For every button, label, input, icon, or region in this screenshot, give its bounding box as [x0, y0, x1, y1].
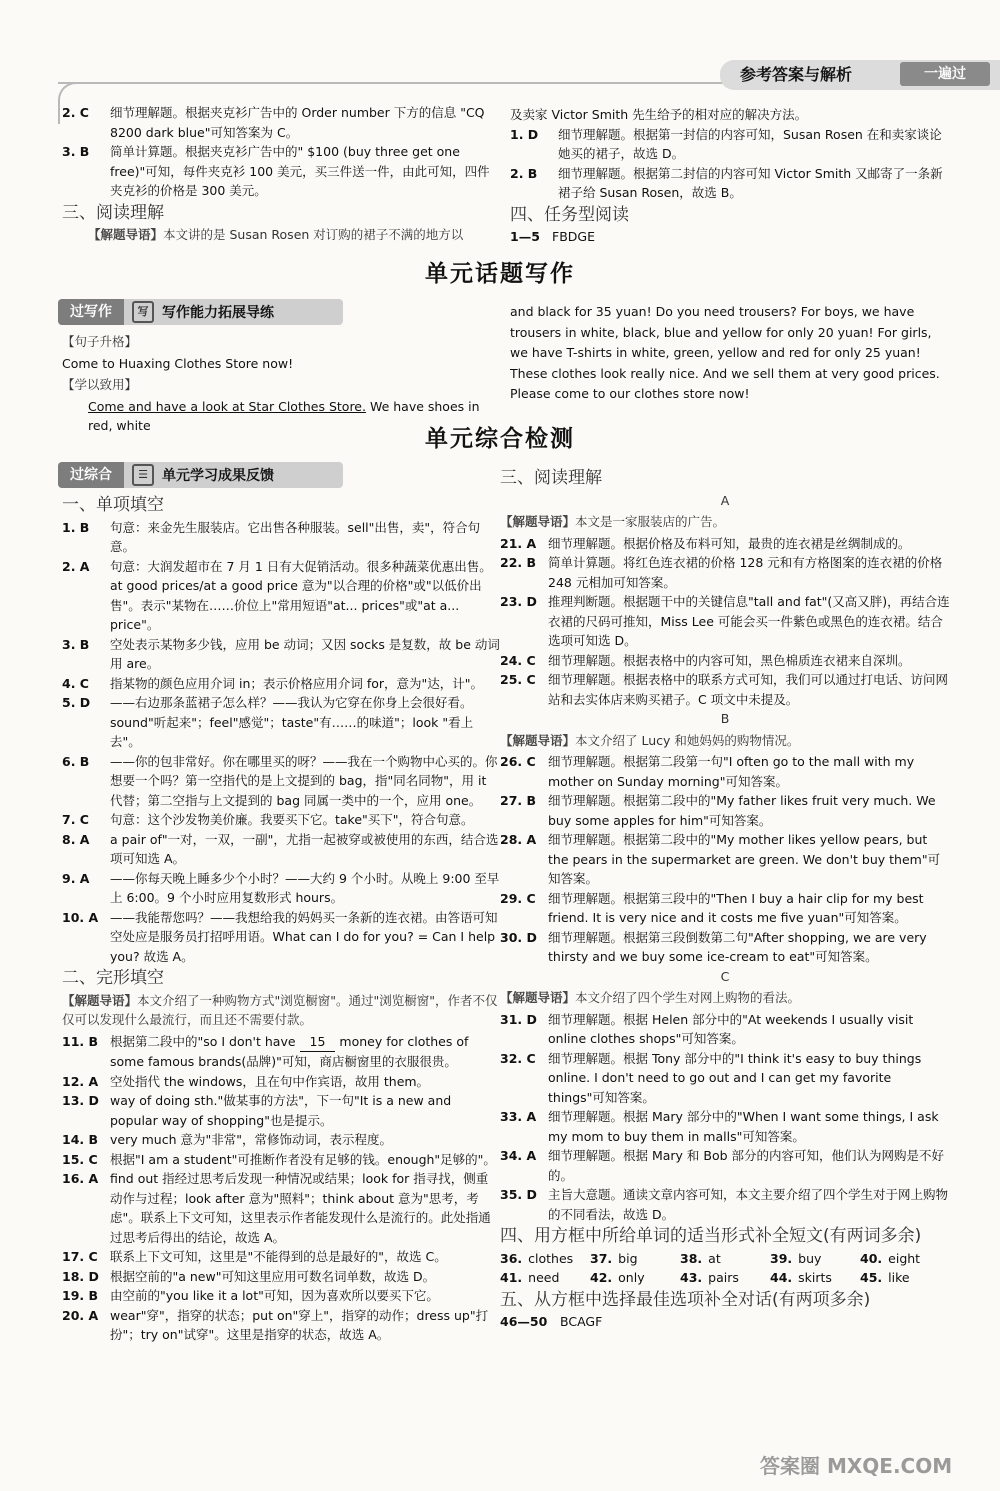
answer-item	[62, 557, 500, 635]
answer-item	[62, 142, 500, 201]
blank-15: 15	[300, 1032, 336, 1053]
answer-text: 细节理解题。根据第二段中的"My father likes fruit very much. We buy some apples for him"可知答案。	[548, 793, 936, 828]
guide-label: 【解题导语】	[62, 992, 138, 1008]
answer-word: big	[618, 1250, 638, 1266]
answer-number: 41.	[500, 1270, 523, 1285]
writing-line-2-rest: We have shoes in red, white	[88, 398, 480, 433]
answer-item	[62, 1286, 500, 1306]
answer-item	[500, 752, 950, 791]
answer-item	[62, 1091, 500, 1130]
answer-item	[62, 752, 500, 811]
word-fill-answer	[590, 1268, 680, 1288]
answer-word: buy	[798, 1250, 822, 1266]
answer-text: 由空前的"you like it a lot"可知，因为喜欢所以要买下它。	[110, 1288, 439, 1303]
answer-item	[62, 1130, 500, 1150]
word-fill-answer	[590, 1249, 680, 1269]
answer-text: 细节理解题。根据夹克衫广告中的 Order number 下方的信息 "CQ 8200 dark blue"可知答案为 C。	[110, 105, 485, 140]
answer-item	[62, 1267, 500, 1287]
answer-item	[62, 1247, 500, 1267]
guide-text: 本文介绍了 Lucy 和她妈妈的购物情况。	[575, 732, 800, 748]
answer-number: 34. A	[500, 1148, 537, 1163]
answer-number: 4. C	[62, 675, 89, 691]
answer-text: very much 意为"非常"，常修饰动词，表示程度。	[110, 1132, 392, 1147]
answer-item	[62, 869, 500, 908]
answer-number: 18. D	[62, 1268, 99, 1284]
answer-text: 细节理解题。根据第三段倒数第二句"After shopping, we are very thirsty and we buy some ice-cream to eat"可知答案。	[548, 929, 927, 964]
answer-item	[500, 1010, 950, 1049]
guide-c	[500, 988, 950, 1008]
answer-word: skirts	[798, 1270, 832, 1285]
answer-item	[500, 553, 950, 592]
word-fill-answer	[500, 1268, 590, 1288]
answer-item	[62, 103, 500, 142]
answer-number: 1. D	[510, 126, 539, 142]
answer-number: 21. A	[500, 535, 537, 551]
label-sentence-upgrade: 【句子升格】	[62, 334, 138, 349]
answer-number: 15. C	[62, 1151, 98, 1167]
section-title-test: 单元综合检测	[425, 426, 575, 452]
answer-text: 根据"I am a student"可推断作者没有足够的钱。enough"足够的"。	[110, 1151, 496, 1167]
passage-letter-b: B	[720, 711, 730, 726]
list-icon: ☰	[132, 464, 154, 486]
section-title-writing: 单元话题写作	[425, 261, 575, 287]
word-fill-answer	[680, 1268, 770, 1288]
answer-item	[500, 1049, 950, 1108]
section-heading-word-fill: 四、用方框中所给单词的适当形式补全短文(有两词多余)	[500, 1226, 922, 1246]
answer-text: 主旨大意题。通读文章内容可知，本文主要介绍了四个学生对于网上购物的不同看法，故选 D。	[548, 1187, 949, 1222]
answer-number: 23. D	[500, 594, 537, 609]
left-column	[62, 493, 500, 1345]
word-fill-answer	[770, 1249, 860, 1269]
guide-label: 【解题导语】	[500, 514, 576, 529]
writing-line-2-underlined: Come and have a look at Star Clothes Store.	[88, 398, 366, 414]
section-heading-reading: 三、阅读理解	[500, 468, 602, 488]
answer-number: 1. B	[62, 519, 90, 535]
answer-item	[62, 1150, 500, 1170]
answer-text: 根据空前的"a new"可知这里应用可数名词单数，故选 D。	[110, 1268, 436, 1284]
answer-item	[62, 810, 500, 830]
answer-text: BCAGF	[560, 1314, 603, 1329]
answer-number: 1—5	[510, 229, 540, 244]
answer-number: 9. A	[62, 870, 90, 886]
answer-word: clothes	[528, 1250, 574, 1266]
answer-item	[62, 908, 500, 967]
cloze-guide	[62, 991, 500, 1030]
answer-text: 细节理解题。根据第一封信的内容可知，Susan Rosen 在和卖家谈论她买的裙子，故选 D。	[558, 126, 942, 161]
writing-right: and black for 35 yuan! Do you need trousers? For boys, we have trousers in white, black, blue and yellow for only 20 yuan! For girls, we have T-shirts in white, green, yellow and red for only 25 yuan! These clothes look really nice. And we sell them at very good prices. Please come to our clothes store now!	[510, 304, 940, 401]
answer-text	[110, 1032, 500, 1072]
answer-item	[62, 674, 500, 694]
answer-text-pre: 根据第二段中的"so I don't have	[110, 1033, 300, 1049]
answer-number: 37.	[590, 1250, 613, 1266]
answer-number: 44.	[770, 1270, 793, 1285]
answer-item	[500, 1146, 950, 1185]
answer-text: 细节理解题。根据 Tony 部分中的"I think it's easy to buy things online. I don't need to go out and I can get my favorite things"可知答案。	[548, 1050, 922, 1105]
answer-item	[500, 889, 950, 928]
answer-item	[500, 830, 950, 889]
answer-number: 25. C	[500, 672, 536, 687]
answer-number: 29. C	[500, 890, 536, 906]
guide-top	[62, 225, 500, 245]
answer-item	[62, 830, 500, 869]
answer-number: 24. C	[500, 652, 536, 668]
banner-test	[58, 462, 343, 488]
answer-number: 46—50	[500, 1314, 548, 1329]
answer-text: 指某物的颜色应用介词 in；表示价格应用介词 for，意为"达，计"。	[110, 675, 484, 691]
banner-tag: 过写作	[58, 299, 124, 325]
right-column	[500, 466, 950, 1332]
answer-number: 20. A	[62, 1307, 99, 1323]
answer-item	[500, 1185, 950, 1224]
answer-number: 43.	[680, 1270, 703, 1285]
answer-item	[500, 791, 950, 830]
answer-text: 联系上下文可知，这里是"不能得到的总是最好的"，故选 C。	[110, 1249, 447, 1264]
answer-number: 3. B	[62, 144, 90, 159]
word-fill-answer	[500, 1249, 590, 1269]
answer-number: 2. B	[510, 165, 538, 181]
answer-number: 17. C	[62, 1249, 98, 1264]
answer-number: 35. D	[500, 1187, 537, 1202]
answer-item	[62, 1032, 500, 1072]
answer-item	[500, 592, 950, 651]
section-heading-single-choice: 一、单项填空	[62, 495, 164, 515]
answer-text: ——右边那条蓝裙子怎么样？——我认为它穿在你身上会很好看。sound"听起来"；feel"感觉"；taste"有……的味道"；look "看上去"。	[110, 695, 474, 749]
section-heading-cloze: 二、完形填空	[62, 968, 164, 988]
guide-text: 本文讲的是 Susan Rosen 对订购的裙子不满的地方以	[163, 227, 464, 242]
answer-item	[500, 1107, 950, 1146]
writing-line-1: Come to Huaxing Clothes Store now!	[62, 355, 294, 371]
answer-number: 32. C	[500, 1050, 536, 1066]
guide-label: 【解题导语】	[88, 227, 164, 242]
top-left-answers	[62, 103, 500, 247]
answer-number: 11. B	[62, 1033, 99, 1049]
pencil-icon: 写	[132, 301, 154, 323]
banner-writing	[58, 299, 343, 325]
answer-number: 38.	[680, 1250, 703, 1266]
answer-number: 13. D	[62, 1093, 99, 1108]
answer-text-post: money for clothes of some famous brands(品牌)"可知，商店橱窗里的衣服很贵。	[110, 1033, 469, 1069]
guide-a	[500, 512, 950, 532]
answer-text: FBDGE	[552, 229, 595, 244]
answer-text: 细节理解题。根据第二段中的"My mother likes yellow pears, but the pears in the supermarket are green. We don't buy them"可知答案。	[548, 832, 941, 886]
answer-item	[510, 164, 950, 203]
answer-text: 简单计算题。将红色连衣裙的价格 128 元和有方格图案的连衣裙的价格 248 元相加可知答案。	[548, 555, 943, 590]
reading-b-list	[500, 752, 950, 967]
answer-number: 6. B	[62, 753, 90, 769]
answer-item	[62, 1306, 500, 1345]
answer-text: find out 指经过思考后发现一种情况或结果；look for 指寻找，侧重动作与过程；look after 意为"照料"；think about 意为"思考，考虑"。联系上下文可知，这里表示作者能发现什么是流行的。此处指通过思考后得出的结论，故选 A。	[110, 1171, 491, 1245]
answer-item	[510, 125, 950, 164]
answer-item	[510, 227, 950, 247]
banner-tag: 过综合	[58, 462, 124, 488]
answer-number: 45.	[860, 1270, 883, 1285]
answer-text: ——你的包非常好。你在哪里买的呀？——我在一个购物中心买的。你想要一个吗？第一空指代的是上文提到的 bag，指"同名同物"，用 it 代替；第二空指与上文提到的 bag 同属一类中的一个，应用 one。	[110, 753, 498, 808]
answer-item	[62, 635, 500, 674]
answer-number: 14. B	[62, 1132, 99, 1147]
single-choice-list	[62, 518, 500, 967]
answer-text: 细节理解题。根据表格中的联系方式可知，我们可以通过打电话、访问网站和去实体店来购买裙子。C 项文中未提及。	[548, 672, 949, 707]
cloze-list	[62, 1072, 500, 1345]
answer-word: pairs	[708, 1270, 739, 1285]
answer-number: 33. A	[500, 1109, 537, 1124]
answer-text: 简单计算题。根据夹克衫广告中的" $100 (buy three get one free)"可知，每件夹克衫 100 美元，买三件送一件，由此可知，四件夹克衫的价格是 300 美元。	[110, 144, 490, 198]
answer-number: 36.	[500, 1250, 523, 1266]
answer-number: 42.	[590, 1270, 613, 1285]
reading-c-list	[500, 1010, 950, 1225]
guide-text: 本文介绍了一种购物方式"浏览橱窗"。通过"浏览橱窗"，作者不仅仅可以发现什么最流行，而且还不需要付款。	[62, 992, 498, 1027]
answer-number: 10. A	[62, 909, 99, 925]
answer-number: 5. D	[62, 695, 91, 710]
word-fill-answer	[770, 1268, 860, 1288]
answer-number: 30. D	[500, 929, 537, 945]
word-fill-answer	[860, 1268, 950, 1288]
answer-number: 31. D	[500, 1011, 537, 1027]
banner-text: 写作能力拓展导练	[162, 305, 274, 321]
answer-text: wear"穿"，指穿的状态；put on"穿上"，指穿的动作；dress up"打扮"；try on"试穿"。这里是指穿的状态，故选 A。	[110, 1307, 489, 1342]
answer-text: 空处指代 the windows，且在句中作宾语，故用 them。	[110, 1073, 430, 1089]
answer-text: 句意：这个沙发物美价廉。我要买下它。take"买下"，符合句意。	[110, 812, 474, 827]
answer-word: like	[888, 1270, 910, 1285]
section-heading-dialog: 五、从方框中选择最佳选项补全对话(有两项多余)	[500, 1289, 871, 1310]
guide-text: 本文介绍了四个学生对网上购物的看法。	[575, 990, 801, 1005]
answer-item	[62, 518, 500, 557]
brand-logo: 一遍过	[900, 62, 990, 86]
word-fill-answer	[860, 1249, 950, 1269]
answer-item	[500, 670, 950, 709]
answer-number: 26. C	[500, 754, 536, 769]
guide-label: 【解题导语】	[500, 990, 576, 1005]
answer-number: 7. C	[62, 812, 89, 827]
answer-number: 22. B	[500, 555, 537, 570]
section-heading-task-reading: 四、任务型阅读	[510, 204, 629, 225]
answer-number: 2. C	[62, 105, 89, 120]
answer-item	[62, 693, 500, 752]
answer-text: 细节理解题。根据价格及布料可知，最贵的连衣裙是丝绸制成的。	[548, 535, 911, 551]
word-fill-answer	[680, 1249, 770, 1269]
answer-number: 27. B	[500, 793, 537, 808]
answer-text: ——你每天晚上睡多少个小时？——大约 9 个小时。从晚上 9:00 至早上 6:00。9 个小时应用复数形式 hours。	[110, 870, 500, 905]
answer-text: 细节理解题。根据第二段第一句"I often go to the mall with my mother on Sunday morning"可知答案。	[548, 754, 915, 789]
answer-number: 2. A	[62, 558, 90, 574]
answer-text: 细节理解题。根据第二封信的内容可知 Victor Smith 又邮寄了一条新裙子给 Susan Rosen，故选 B。	[558, 165, 943, 200]
watermark: 答案圈 MXQE.COM	[760, 1454, 953, 1478]
answer-number: 19. B	[62, 1288, 99, 1303]
answer-word: need	[528, 1270, 560, 1285]
answer-text: 推理判断题。根据题干中的关键信息"tall and fat"(又高又胖)，再结合连衣裙的尺码可推知，Miss Lee 可能会买一件紫色或黑色的连衣裙。结合选项可知选 D。	[548, 594, 950, 648]
answer-text: a pair of"一对，一双，一副"，尤指一起被穿或被使用的东西，结合选项可知选 A。	[110, 831, 499, 866]
answer-text: 细节理解题。根据 Mary 部分中的"When I want some things, I ask my mom to buy them in malls"可知答案。	[548, 1109, 939, 1144]
answer-number: 40.	[860, 1250, 883, 1266]
answer-item	[62, 1072, 500, 1092]
guide-text: 本文是一家服装店的广告。	[575, 514, 726, 529]
answer-number: 8. A	[62, 831, 90, 847]
answer-number: 16. A	[62, 1171, 99, 1186]
answer-word: only	[618, 1270, 645, 1285]
answer-number: 12. A	[62, 1073, 99, 1089]
word-fill-answers	[500, 1249, 950, 1288]
answer-item	[500, 1312, 950, 1332]
answer-text: 细节理解题。根据表格中的内容可知，黑色棉质连衣裙来自深圳。	[548, 652, 911, 668]
section-heading-reading-top: 三、阅读理解	[62, 202, 164, 223]
answer-text: 空处表示某物多少钱，应用 be 动词；又因 socks 是复数，故 be 动词用 are。	[110, 636, 500, 671]
answer-text: 细节理解题。根据 Mary 和 Bob 部分的内容可知，他们认为网购是不好的。	[548, 1148, 945, 1183]
top-right-answers	[510, 105, 950, 247]
answer-item	[500, 534, 950, 554]
intro-line: 及卖家 Victor Smith 先生给予的相对应的解决方法。	[510, 107, 808, 122]
answer-text: 细节理解题。根据 Helen 部分中的"At weekends I usually visit online clothes shops"可知答案。	[548, 1011, 914, 1046]
answer-text: 句意：大润发超市在 7 月 1 日有大促销活动。很多种蔬菜优惠出售。at good prices/at a good price 意为"以合理的价格"或"以低价出售"。表示"某物在……价位上"常用短语"at... prices"或"at a... price"。	[110, 558, 492, 632]
reading-a-list	[500, 534, 950, 710]
answer-word: eight	[888, 1250, 921, 1266]
answer-item	[500, 651, 950, 671]
guide-b	[500, 731, 950, 751]
answer-text: 句意：来金先生服装店。它出售各种服装。sell"出售，卖"，符合句意。	[110, 519, 481, 554]
answer-item	[62, 1169, 500, 1247]
label-apply: 【学以致用】	[62, 377, 138, 392]
banner-text: 单元学习成果反馈	[162, 468, 274, 484]
answer-text: way of doing sth."做某事的方法"，下一句"It is a new and popular way of shopping"也是提示。	[110, 1093, 452, 1128]
page-header-title: 参考答案与解析	[740, 65, 853, 84]
answer-number: 39.	[770, 1250, 793, 1266]
passage-letter-c: C	[720, 968, 730, 984]
answer-word: at	[708, 1250, 721, 1266]
answer-text: 细节理解题。根据第三段中的"Then I buy a hair clip for my best friend. It is very nice and it costs me five yuan"可知答案。	[548, 890, 924, 925]
guide-label: 【解题导语】	[500, 732, 576, 748]
answer-text: ——我能帮您吗？——我想给我的妈妈买一条新的连衣裙。由答语可知空处应是服务员打招呼用语。What can I do for you? = Can I help you? 故选 A。	[110, 909, 498, 964]
answer-item	[500, 928, 950, 967]
answer-number: 3. B	[62, 636, 90, 652]
passage-letter-a: A	[720, 492, 730, 508]
answer-number: 28. A	[500, 832, 537, 847]
